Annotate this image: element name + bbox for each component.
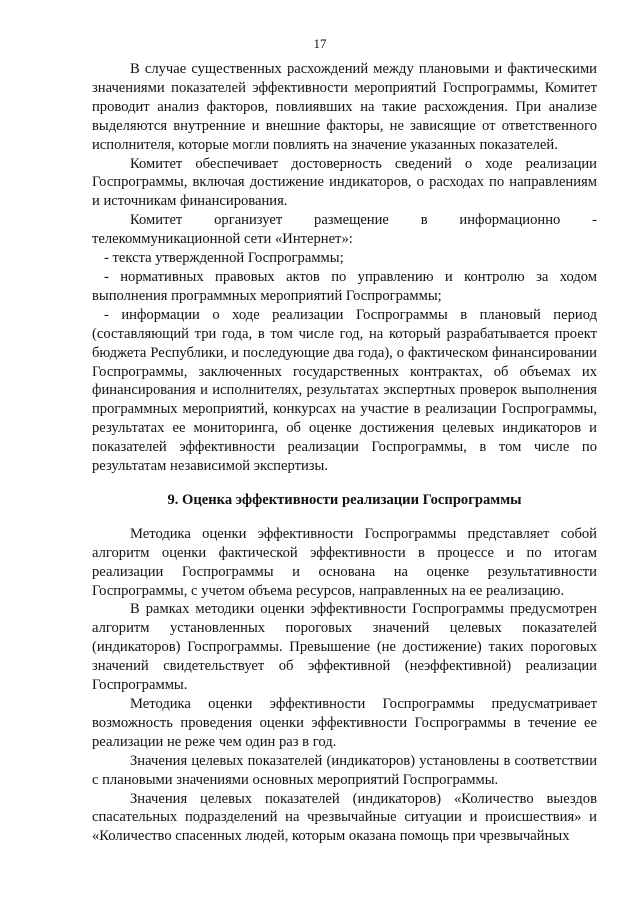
paragraph: В рамках методики оценки эффективности Госпрограммы предусмотрен алгоритм установленных пороговых значений целевых показателей (индикаторов) Госпрограммы. Превышение (не достижение) таких пороговых значений свидетельствует об эффективной (неэффективной) реализации Госпрограммы.: [92, 601, 597, 694]
paragraph: Методика оценки эффективности Госпрограммы предусматривает возможность проведения оценки эффективности Госпрограммы в течение ее реализации не реже чем один раз в год.: [92, 696, 597, 750]
list-item: - нормативных правовых актов по управлению и контролю за ходом выполнения программных мероприятий Госпрограммы;: [92, 268, 597, 304]
paragraph: Значения целевых показателей (индикаторов) «Количество выездов спасательных подразделений на чрезвычайные ситуации и происшествия» и «Количество спасенных людей, которым оказана помощь при чрезвычайных: [92, 790, 597, 845]
paragraph: Значения целевых показателей (индикаторов) установлены в соответствии с плановыми значениями основных мероприятий Госпрограммы.: [92, 752, 597, 788]
paragraph: В случае существенных расхождений между плановыми и фактическими значениями показателей эффективности мероприятий Госпрограммы, Комитет проводит анализ факторов, повлиявших на такие расхождения. При анализе выделяются внутренние и внешние факторы, не зависящие от ответственного исполнителя, которые могли повлиять на значение указанных показателей.: [92, 61, 597, 153]
list-item: - текста утвержденной Госпрограммы;: [104, 250, 344, 267]
section-heading: 9. Оценка эффективности реализации Госпрограммы: [167, 491, 522, 508]
list-item: - информации о ходе реализации Госпрограммы в плановый период (составляющий три года, в том числе год, на который разрабатывается проект бюджета Республики, и последующие два года), о фактическом финансировании Госпрограммы, заключенных государственных контрактах, об объемах их финансирования и исполнителях, результатах экспертных проверок выполнения программных мероприятий, конкурсах на участие в реализации Госпрограммы, результатах ее мониторинга, об оценке достижения целевых индикаторов и показателей эффективности реализации Госпрограммы, в том числе по результатам независимой экспертизы.: [92, 306, 597, 475]
paragraph: Методика оценки эффективности Госпрограммы представляет собой алгоритм оценки фактической эффективности в процессе и по итогам реализации Госпрограммы и основана на оценке результативности Госпрограммы, с учетом объема ресурсов, направленных на ее реализацию.: [92, 525, 597, 599]
page-number: 17: [313, 36, 327, 51]
paragraph: Комитет организует размещение в информационно - телекоммуникационной сети «Интернет»:: [92, 212, 597, 248]
document-body: [92, 60, 597, 846]
paragraph: Комитет обеспечивает достоверность сведений о ходе реализации Госпрограммы, включая достижение индикаторов, о расходах по направлениям и источникам финансирования.: [92, 155, 597, 210]
